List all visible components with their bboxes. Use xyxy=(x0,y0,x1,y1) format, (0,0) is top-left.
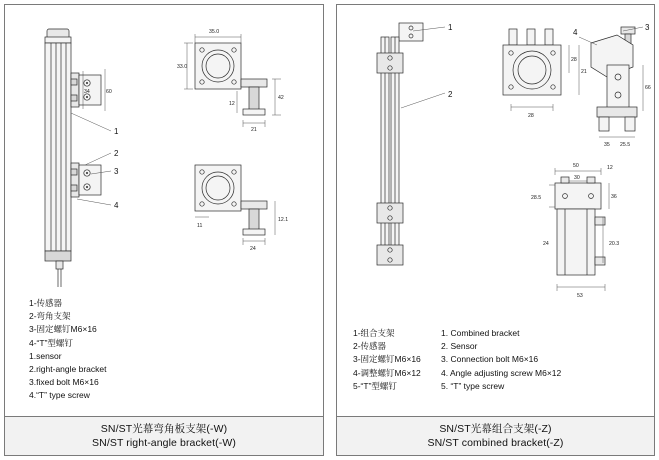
left-legend-en-3: 3.fixed bolt M6×16 xyxy=(29,377,99,388)
left-bottom-detail-view xyxy=(165,155,315,265)
callout-2: 2 xyxy=(448,90,453,99)
dim-42: 42 xyxy=(278,95,284,101)
dim-28: 28 xyxy=(571,57,577,63)
callout-1: 1 xyxy=(448,23,453,32)
dim-20-3: 20.3 xyxy=(609,241,620,247)
dim-12: 12 xyxy=(607,165,613,171)
left-sensor-assembly-drawing xyxy=(15,13,165,293)
left-legend-cn-1: 1-传感器 xyxy=(29,298,63,308)
left-panel xyxy=(4,4,324,456)
left-legend-en-2: 2.right-angle bracket xyxy=(29,363,107,374)
callout-4: 4 xyxy=(114,201,119,210)
right-legend-cn-1: 1-组合支架 xyxy=(353,328,395,338)
right-legend-en-1: 1. Combined bracket xyxy=(441,328,520,338)
right-legend-cn-5: 5-“T”型螺钉 xyxy=(353,380,397,391)
right-legend-en-5: 5. “T” type screw xyxy=(441,380,505,391)
right-legend-en-2: 2. Sensor xyxy=(441,341,478,352)
right-caption-en: SN/ST combined bracket(-Z) xyxy=(427,437,564,449)
dim-66: 66 xyxy=(645,85,651,91)
dim-28-b: 28 xyxy=(528,113,534,119)
dim-11: 11 xyxy=(197,223,203,229)
dim-50: 50 xyxy=(573,163,579,169)
callout-3: 3 xyxy=(645,23,650,32)
callout-4: 4 xyxy=(573,28,578,37)
right-assembly-drawing xyxy=(365,13,495,283)
dim-12-1: 12.1 xyxy=(278,217,289,223)
left-legend xyxy=(29,297,107,402)
left-legend-en-4: 4.“T” type screw xyxy=(29,390,90,401)
right-legend-en-3: 3. Connection bolt M6×16 xyxy=(441,354,539,365)
dim-21: 21 xyxy=(581,69,587,75)
dim-33-0: 33.0 xyxy=(177,64,188,70)
right-legend-en-4: 4. Angle adjusting screw M6×12 xyxy=(441,367,562,378)
right-legend-cn-2: 2-传感器 xyxy=(353,341,387,352)
dim-24: 24 xyxy=(543,241,549,247)
dim-35: 35 xyxy=(604,142,610,148)
left-top-detail-view xyxy=(165,19,315,139)
dim-30: 30 xyxy=(574,175,580,181)
left-caption-en: SN/ST right-angle bracket(-W) xyxy=(92,437,236,449)
dim-35-0: 35.0 xyxy=(209,29,220,35)
dim-24: 24 xyxy=(250,246,256,252)
callout-2: 2 xyxy=(114,149,119,158)
callout-3: 3 xyxy=(114,167,119,176)
right-legend-cn xyxy=(353,327,421,393)
right-caption-cn: SN/ST光幕组合支架(-Z) xyxy=(439,422,552,435)
dim-60: 60 xyxy=(106,89,112,95)
dim-36: 36 xyxy=(611,194,617,200)
left-caption xyxy=(5,416,323,455)
left-caption-cn: SN/ST光幕弯角板支架(-W) xyxy=(100,422,228,435)
right-legend-cn-4: 4-调整螺钉M6×12 xyxy=(353,367,421,378)
dim-34: 34 xyxy=(84,89,90,95)
right-panel xyxy=(336,4,655,456)
dim-21: 21 xyxy=(251,127,257,133)
right-angle-bracket-view xyxy=(573,15,659,155)
callout-1: 1 xyxy=(114,127,119,136)
dim-25-5: 25.5 xyxy=(620,142,631,148)
left-legend-cn-3: 3-固定螺钉M6×16 xyxy=(29,324,97,335)
left-legend-en-1: 1.sensor xyxy=(29,350,62,361)
right-legend-en xyxy=(441,327,561,393)
right-lower-detail-view xyxy=(525,153,653,313)
right-caption xyxy=(337,416,654,455)
left-legend-cn-4: 4-“T”型螺钉 xyxy=(29,337,73,348)
right-legend-cn-3: 3-固定螺钉M6×16 xyxy=(353,354,421,365)
left-legend-cn-2: 2-弯角支架 xyxy=(29,311,71,322)
dim-53: 53 xyxy=(577,293,583,299)
dim-12: 12 xyxy=(229,101,235,107)
dim-28-5: 28.5 xyxy=(531,195,542,201)
